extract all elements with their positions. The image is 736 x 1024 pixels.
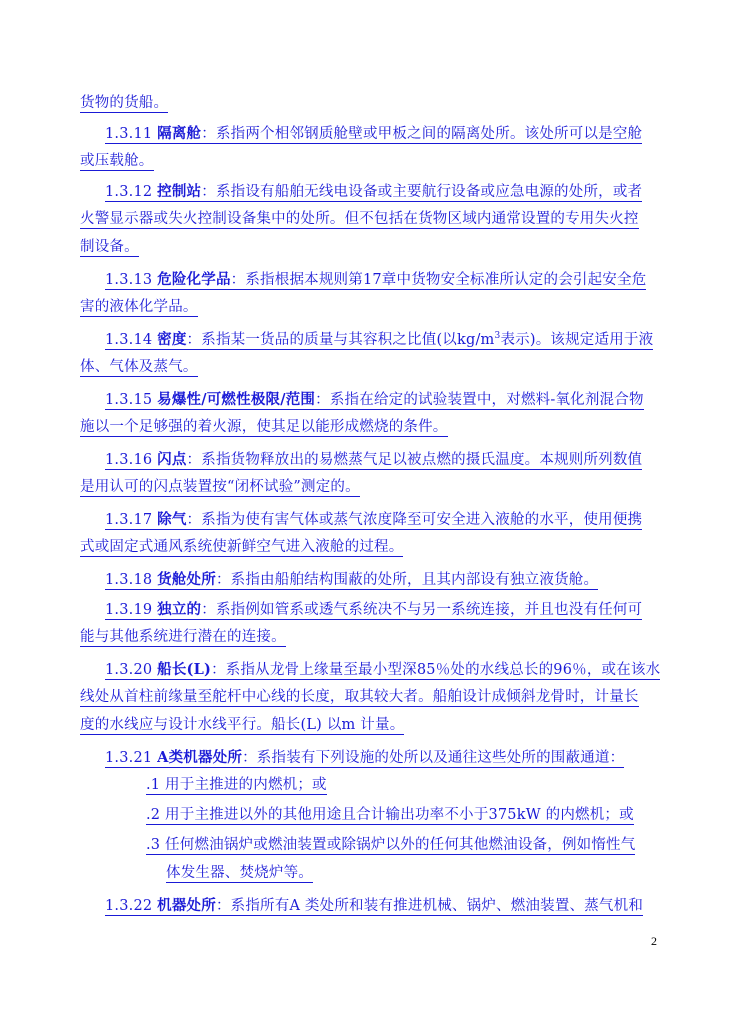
defined-term: 船长(L) — [157, 661, 212, 678]
definition-text: ：系指为使有害气体或蒸气浓度降至可安全进入液舱的水平，使用便携 — [186, 512, 643, 528]
definition-1-3-12 — [105, 178, 642, 205]
defined-term: 隔离舱 — [157, 125, 202, 142]
definition-text: ：系指两个相邻钢质舱壁或甲板之间的隔离处所。该处所可以是空舱 — [201, 126, 643, 142]
clause-number: 1.3.16 — [105, 452, 158, 468]
definition-text: ：系指从龙骨上缘量至最小型深85％处的水线总长的96％，或在该水 — [211, 662, 661, 678]
definition-1-3-22 — [105, 892, 643, 919]
clause-number: 1.3.15 — [105, 392, 158, 408]
defined-term: 危险化学品 — [157, 271, 231, 288]
definition-1-3-17 — [105, 506, 642, 533]
definition-1-3-16 — [105, 446, 642, 473]
definition-text: ：系指装有下列设施的处所以及通往这些处所的围蔽通道： — [242, 750, 625, 766]
clause-number: 1.3.19 — [105, 602, 158, 618]
text-line: 能与其他系统进行潜在的连接。 — [80, 629, 286, 645]
definition-1-3-21 — [105, 744, 624, 771]
clause-number: 1.3.20 — [105, 662, 158, 678]
definition-text: ：系指货物释放出的易燃蒸气足以被点燃的摄氏温度。本规则所列数值 — [186, 452, 643, 468]
superscript: 3 — [494, 331, 501, 342]
defined-term: A类机器处所 — [157, 749, 243, 766]
definition-1-3-13 — [105, 266, 646, 293]
definition-1-3-20 — [105, 656, 660, 683]
definition-1-3-18 — [105, 566, 598, 593]
clause-number: 1.3.17 — [105, 512, 158, 528]
defined-term: 密度 — [157, 331, 187, 348]
list-item: .3 任何燃油锅炉或燃油装置或除锅炉以外的任何其他燃油设备，例如惰性气 — [146, 837, 636, 853]
definition-1-3-14 — [105, 326, 653, 353]
list-item: .2 用于主推进以外的其他用途且合计输出功率不小于375kW 的内燃机；或 — [146, 807, 634, 823]
text-line: 体、气体及蒸气。 — [80, 359, 198, 375]
defined-term: 机器处所 — [157, 897, 216, 914]
defined-term: 闪点 — [157, 451, 187, 468]
text-line: 火警显示器或失火控制设备集中的处所。但不包括在货物区域内通常设置的专用失火控 — [80, 211, 639, 227]
definition-text: ：系指在给定的试验装置中，对燃料-氧化剂混合物 — [315, 392, 644, 408]
definition-text: ：系指某一货品的质量与其容积之比值(以kg/m — [186, 332, 495, 348]
clause-number: 1.3.21 — [105, 750, 158, 766]
definition-1-3-15 — [105, 386, 644, 413]
clause-number: 1.3.12 — [105, 184, 158, 200]
text-line: 施以一个足够强的着火源，使其足以能形成燃烧的条件。 — [80, 419, 448, 435]
definition-text: ：系指例如管系或透气系统决不与另一系统连接，并且也没有任何可 — [201, 602, 643, 618]
text-line: 是用认可的闪点装置按“闭杯试验”测定的。 — [80, 479, 360, 495]
text-line: 线处从首柱前缘量至舵杆中心线的长度，取其较大者。船舶设计成倾斜龙骨时，计量长 — [80, 689, 639, 705]
text-line: 式或固定式通风系统使新鲜空气进入液舱的过程。 — [80, 539, 404, 555]
definition-text: ：系指所有A 类处所和装有推进机械、锅炉、燃油装置、蒸气机和 — [215, 898, 644, 914]
definition-1-3-19 — [105, 596, 642, 623]
list-item: .1 用于主推进的内燃机；或 — [146, 777, 327, 793]
clause-number: 1.3.18 — [105, 572, 158, 588]
clause-number: 1.3.22 — [105, 898, 158, 914]
defined-term: 控制站 — [157, 183, 202, 200]
text-line: 害的液体化学品。 — [80, 299, 198, 315]
defined-term: 易爆性/可燃性极限/范围 — [157, 391, 316, 408]
list-item-continuation: 体发生器、焚烧炉等。 — [166, 865, 313, 881]
defined-term: 除气 — [157, 511, 187, 528]
definition-text: 表示)。该规定适用于液 — [500, 332, 654, 348]
clause-number: 1.3.11 — [105, 126, 158, 142]
definition-text: ：系指设有船舶无线电设备或主要航行设备或应急电源的处所，或者 — [201, 184, 643, 200]
definition-1-3-11 — [105, 120, 642, 147]
definition-text: ：系指根据本规则第17章中货物安全标准所认定的会引起安全危 — [230, 272, 647, 288]
defined-term: 独立的 — [157, 601, 202, 618]
page-number: 2 — [651, 934, 657, 948]
text-line: 度的水线应与设计水线平行。船长(L) 以m 计量。 — [80, 717, 405, 733]
clause-number: 1.3.14 — [105, 332, 158, 348]
text-line: 货物的货船。 — [80, 95, 169, 111]
text-line: 或压载舱。 — [80, 153, 154, 169]
clause-number: 1.3.13 — [105, 272, 158, 288]
defined-term: 货舱处所 — [157, 571, 216, 588]
definition-text: ：系指由船舶结构围蔽的处所，且其内部设有独立液货舱。 — [215, 572, 599, 588]
text-line: 制设备。 — [80, 239, 139, 255]
